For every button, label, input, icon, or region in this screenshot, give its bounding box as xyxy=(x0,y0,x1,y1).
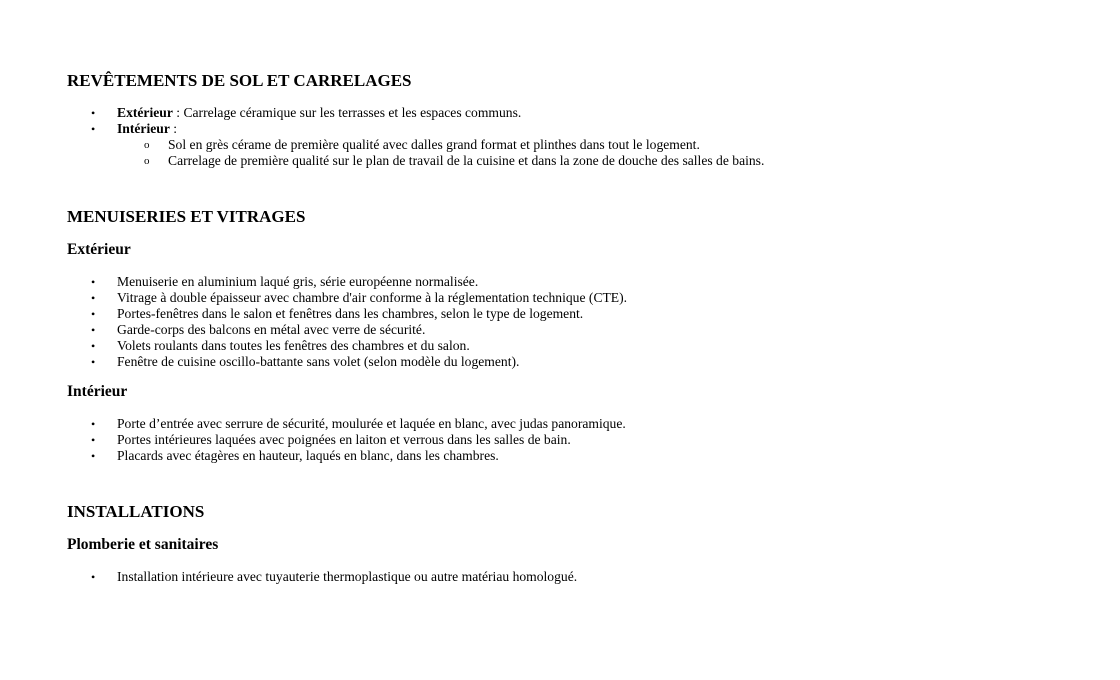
document-page xyxy=(67,70,1067,585)
exterieur-list xyxy=(67,274,1067,370)
item-label: Intérieur xyxy=(117,121,170,136)
item-text: : xyxy=(169,121,178,136)
list-item-interieur xyxy=(67,121,1067,137)
list-item: • Portes intérieures laquées avec poignées en laiton et verrous dans les salles de bain. xyxy=(67,432,1067,448)
list-item: • Volets roulants dans toutes les fenêtres des chambres et du salon. xyxy=(67,338,1067,354)
sub-list-item: o Carrelage de première qualité sur le plan de travail de la cuisine et dans la zone de douche des salles de bains. xyxy=(67,153,1067,169)
item-text: : Carrelage céramique sur les terrasses et les espaces communs. xyxy=(172,105,522,120)
subsection-title-plomberie: Plomberie et sanitaires xyxy=(67,536,219,553)
list-item: • Fenêtre de cuisine oscillo-battante sans volet (selon modèle du logement). xyxy=(67,354,1067,370)
interieur-list xyxy=(67,416,1067,464)
revetements-list xyxy=(67,105,1067,137)
section-title-installations: INSTALLATIONS xyxy=(67,502,205,521)
list-item: • Garde-corps des balcons en métal avec verre de sécurité. xyxy=(67,322,1067,338)
interieur-sublist xyxy=(67,137,1067,169)
section-title-revetements: REVÊTEMENTS DE SOL ET CARRELAGES xyxy=(67,71,412,90)
list-item: • Porte d’entrée avec serrure de sécurité, moulurée et laquée en blanc, avec judas panoramique. xyxy=(67,416,1067,432)
list-item: • Portes-fenêtres dans le salon et fenêtres dans les chambres, selon le type de logement. xyxy=(67,306,1067,322)
subsection-title-interieur: Intérieur xyxy=(67,383,128,400)
plomberie-list xyxy=(67,569,1067,585)
list-item: • Placards avec étagères en hauteur, laqués en blanc, dans les chambres. xyxy=(67,448,1067,464)
list-item: • Menuiserie en aluminium laqué gris, série européenne normalisée. xyxy=(67,274,1067,290)
list-item-exterieur xyxy=(67,105,1067,121)
list-item: • Installation intérieure avec tuyauterie thermoplastique ou autre matériau homologué. xyxy=(67,569,1067,585)
subsection-title-exterieur: Extérieur xyxy=(67,241,131,258)
sub-list-item: o Sol en grès cérame de première qualité avec dalles grand format et plinthes dans tout le logement. xyxy=(67,137,1067,153)
item-label: Extérieur xyxy=(117,105,173,120)
list-item: • Vitrage à double épaisseur avec chambre d'air conforme à la réglementation technique (CTE). xyxy=(67,290,1067,306)
section-title-menuiseries: MENUISERIES ET VITRAGES xyxy=(67,207,306,226)
